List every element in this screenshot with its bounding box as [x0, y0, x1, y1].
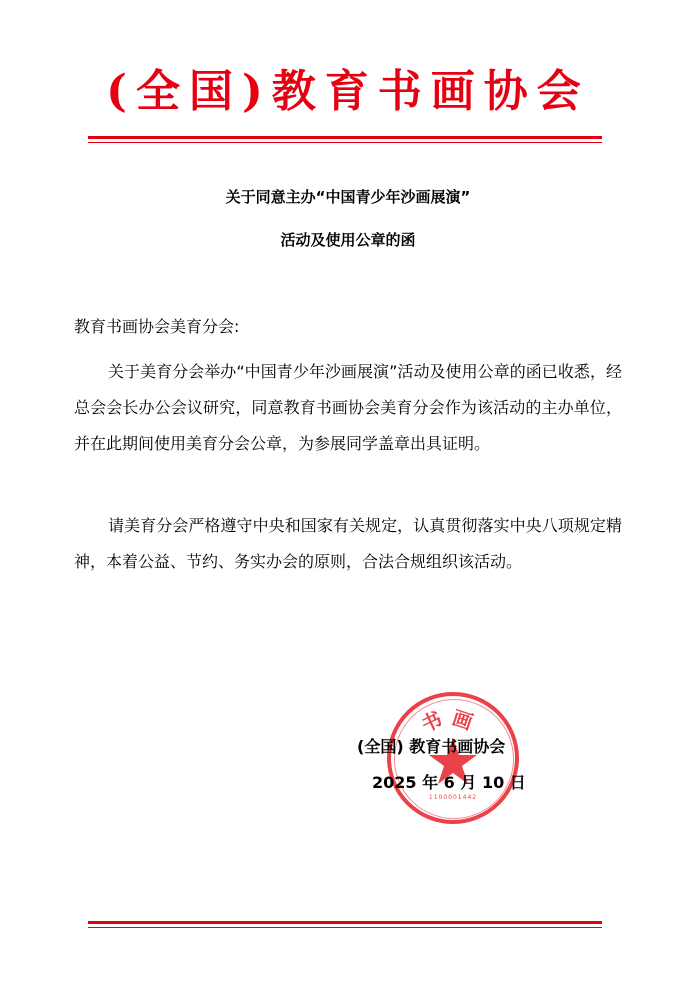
- seal-char-1: 书: [417, 706, 446, 737]
- divider-thin-line: [88, 142, 602, 143]
- signing-organization: (全国) 教育书画协会: [357, 737, 506, 756]
- document-title-line-1: 关于同意主办“中国青少年沙画展演”: [225, 188, 471, 206]
- footer-thick-line: [88, 921, 602, 924]
- seal-number: 1100001442: [428, 794, 478, 801]
- letterhead-title: (全国)教育书画协会: [106, 66, 590, 117]
- seal-char-2: 画: [449, 705, 476, 735]
- footer-thin-line: [88, 927, 602, 928]
- signing-date: 2025 年 6 月 10 日: [372, 773, 526, 792]
- divider-thick-line: [88, 136, 602, 139]
- footer-divider: [88, 921, 602, 928]
- document-title-line-2: 活动及使用公章的函: [280, 231, 416, 249]
- official-seal: [387, 692, 519, 824]
- body-paragraph-1: 关于美育分会举办“中国青少年沙画展演”活动及使用公章的函已收悉，经总会会长办公会议研究，同意教育书画协会美育分会作为该活动的主办单位，并在此期间使用美育分会公章，为参展同学盖章出具证明。: [74, 362, 622, 453]
- letterhead-divider: [88, 136, 602, 143]
- body-paragraph-2: 请美育分会严格遵守中央和国家有关规定，认真贯彻落实中央八项规定精神，本着公益、节约、务实办会的原则，合法合规组织该活动。: [74, 516, 622, 571]
- salutation: 教育书画协会美育分会:: [74, 317, 240, 336]
